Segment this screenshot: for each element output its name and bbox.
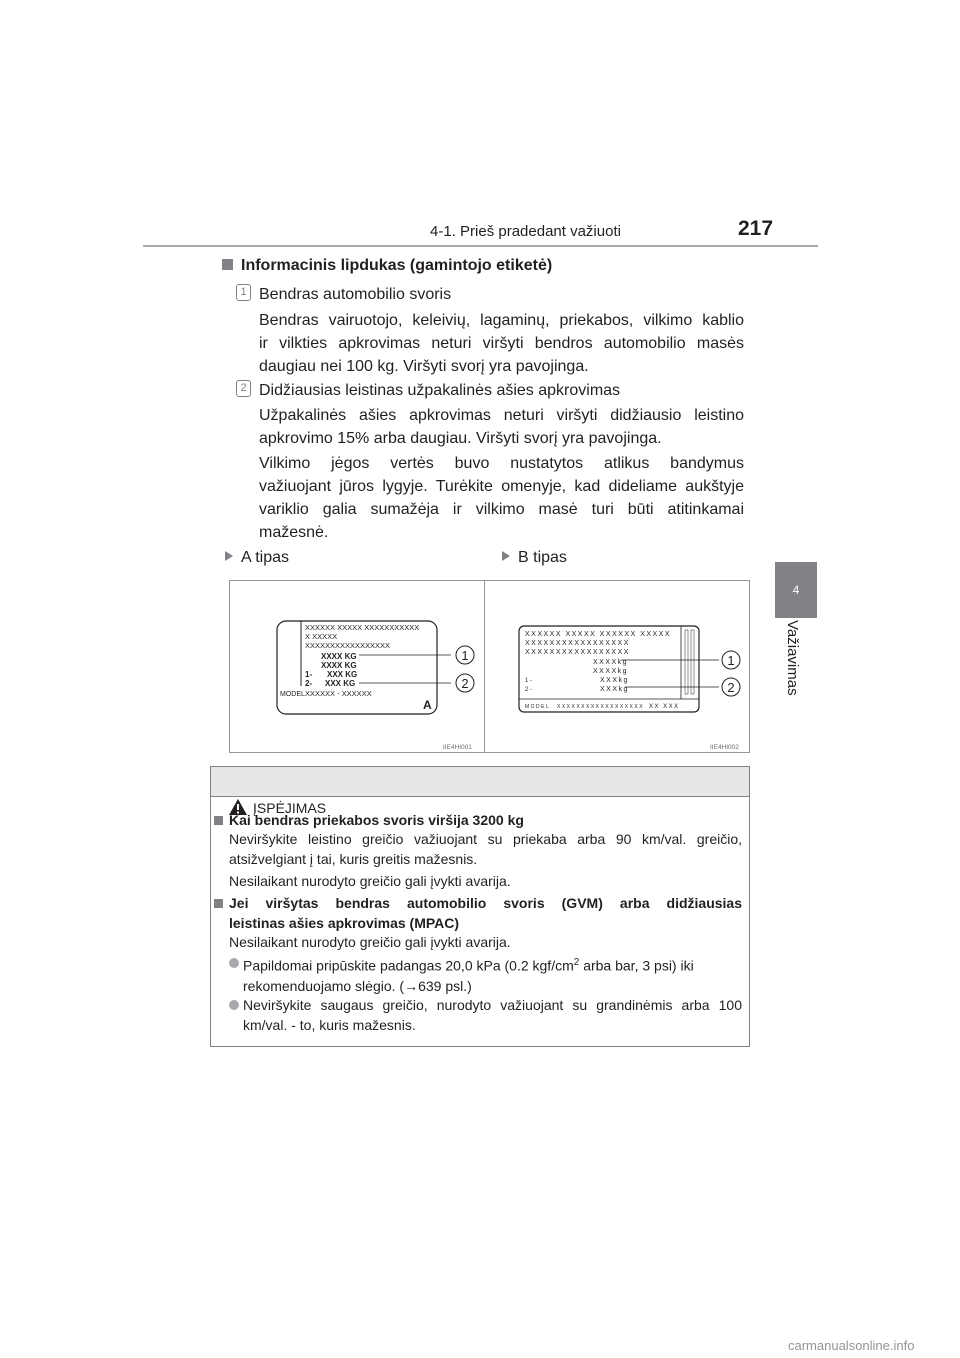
label-a-model: MODEL xyxy=(280,691,305,698)
section-breadcrumb: 4-1. Prieš pradedant važiuoti xyxy=(430,223,621,240)
figure-code-a: IIE4HI001 xyxy=(443,744,472,751)
triangle-bullet-icon xyxy=(225,551,233,561)
label-b-tail: XX XXX xyxy=(649,704,680,710)
warning-item-1-note: Nesilaikant nurodyto greičio gali įvykti avarija. xyxy=(229,873,511,889)
label-a-weight: XXXX KG xyxy=(321,652,357,661)
section-title xyxy=(222,257,552,275)
item-heading-2: Didžiausias leistinas užpakalinės ašies apkrovimas xyxy=(259,382,621,399)
text-line: Bendras vairuotojo, keleivių, lagaminų, priekabos, vilkimo kablio xyxy=(259,312,744,329)
chapter-title: Važiavimas xyxy=(784,620,801,696)
label-a-line: XXXXXX XXXXX XXXXXXXXXXX xyxy=(305,623,420,632)
label-a-line: XXXXXXXXXXXXXXXXX xyxy=(305,641,391,650)
bullet-text: arba bar, 3 psi) iki xyxy=(579,957,694,974)
warning-item-1-heading xyxy=(214,810,524,830)
warning-item-2-note: Nesilaikant nurodyto greičio gali įvykti avarija. xyxy=(229,934,511,950)
label-b-line: XXXXXX XXXXX XXXXXX XXXXX xyxy=(525,631,672,638)
warning-item-2-heading xyxy=(214,893,742,933)
item-extra-2 xyxy=(259,452,744,544)
callout-number-1b: 1 xyxy=(727,653,735,668)
warning-bullet-1 xyxy=(243,953,742,996)
callout-number-2b: 2 xyxy=(727,680,735,695)
square-bullet-icon xyxy=(214,816,223,825)
text-line: mažesnė. xyxy=(259,524,329,541)
figure-code-b: IIE4HI002 xyxy=(710,744,739,751)
text-line: Vilkimo jėgos vertės buvo nustatytos atlikus bandymus xyxy=(259,455,744,472)
label-a-weight: XXX KG xyxy=(327,670,358,679)
label-a-line: X XXXXX xyxy=(305,632,338,641)
warning-bullet-2 xyxy=(243,995,742,1035)
section-title-text: Informacinis lipdukas (gamintojo etiketė) xyxy=(241,257,553,274)
text-line: variklio galia sumažėja ir vilkimo masė turi būti atitinkamai xyxy=(259,501,744,518)
superscript: 2 xyxy=(573,957,580,968)
callout-number-2a: 2 xyxy=(461,676,469,691)
label-illustrations xyxy=(229,580,750,753)
text-line xyxy=(243,953,742,976)
warning-heading-text: Kai bendras priekabos svoris viršija 3200 kg xyxy=(229,812,524,828)
header-rule xyxy=(143,245,818,247)
label-b-line: XXXXXXXXXXXXXXXXX xyxy=(525,640,630,647)
text-line: važiuojant jūros lygyje. Turėkite omenyje, kad dideliame aukštyje xyxy=(259,478,744,495)
type-b-label xyxy=(502,549,567,567)
type-b-text: B tipas xyxy=(518,549,567,566)
label-b-line: XXXXXXXXXXXXXXXXX xyxy=(525,649,630,656)
callout-number-1a: 1 xyxy=(461,648,469,663)
item-heading-1: Bendras automobilio svoris xyxy=(259,286,452,303)
text-line: rekomenduojamo slėgio. (→639 psl.) xyxy=(243,977,472,994)
text-line: ir vilkties apkrovimas neturi viršyti bendros automobilio masės xyxy=(259,335,744,352)
text-line: apkrovimo 15% arba daugiau. Viršyti svorį yra pavojinga. xyxy=(259,430,662,447)
label-a-model-value: XXXXXX - XXXXXX xyxy=(305,689,372,698)
round-bullet-icon xyxy=(229,1000,239,1010)
warning-heading-text: Jei viršytas bendras automobilio svoris (GVM) arba didžiausias xyxy=(229,895,742,911)
item-number-2: 2 xyxy=(236,380,251,397)
item-number-1: 1 xyxy=(236,284,251,301)
label-a-tag: A xyxy=(423,698,432,712)
text-line: Neviršykite leistino greičio važiuojant su priekaba arba 90 km/val. greičio, xyxy=(229,831,742,847)
text-line: daugiau nei 100 kg. Viršyti svorį yra pavojinga. xyxy=(259,358,589,375)
warning-title: ĮSPĖJIMAS xyxy=(253,800,327,816)
text-line: Užpakalinės ašies apkrovimas neturi viršyti didžiausio leistino xyxy=(259,407,744,424)
page-number: 217 xyxy=(738,217,774,240)
type-a-label xyxy=(225,549,289,567)
square-bullet-icon xyxy=(222,259,233,270)
text-line: atsižvelgiant į tai, kuris greitis mažesnis. xyxy=(229,851,478,867)
label-a-axle-1: 1- xyxy=(305,670,313,679)
item-body-1 xyxy=(259,309,744,378)
label-b-weight: XXXXkg xyxy=(593,668,629,675)
label-a-weight: XXX KG xyxy=(325,679,356,688)
watermark: carmanualsonline.info xyxy=(788,1338,915,1353)
label-b-axle-2: 2- xyxy=(525,687,534,693)
warning-item-1-body xyxy=(229,829,742,869)
type-a-text: A tipas xyxy=(241,549,290,566)
label-b-weight: XXXXkg xyxy=(593,659,629,666)
round-bullet-icon xyxy=(229,958,239,968)
text-line: leistinas ašies apkrovimas (MPAC) xyxy=(229,915,460,931)
text-line xyxy=(214,893,742,913)
label-b-model-value: XXXXXXXXXXXXXXXXXX xyxy=(557,704,645,710)
triangle-bullet-icon xyxy=(502,551,510,561)
label-b-weight: XXXkg xyxy=(600,686,629,693)
bullet-text: Papildomai pripūskite padangas 20,0 kPa (0.2 kgf/cm xyxy=(243,957,574,974)
label-b-model: MODEL xyxy=(525,704,551,710)
label-b-axle-1: 1- xyxy=(525,678,534,684)
label-b-weight: XXXkg xyxy=(600,677,629,684)
text-line: Neviršykite saugaus greičio, nurodyto važiuojant su grandinėmis arba 100 xyxy=(243,997,742,1013)
label-a-axle-2: 2- xyxy=(305,679,313,688)
text-line: km/val. - to, kuris mažesnis. xyxy=(243,1017,416,1033)
label-a-weight: XXXX KG xyxy=(321,661,357,670)
warning-header xyxy=(211,767,749,797)
chapter-tab[interactable]: 4 xyxy=(775,562,817,618)
item-body-2 xyxy=(259,404,744,450)
square-bullet-icon xyxy=(214,899,223,908)
